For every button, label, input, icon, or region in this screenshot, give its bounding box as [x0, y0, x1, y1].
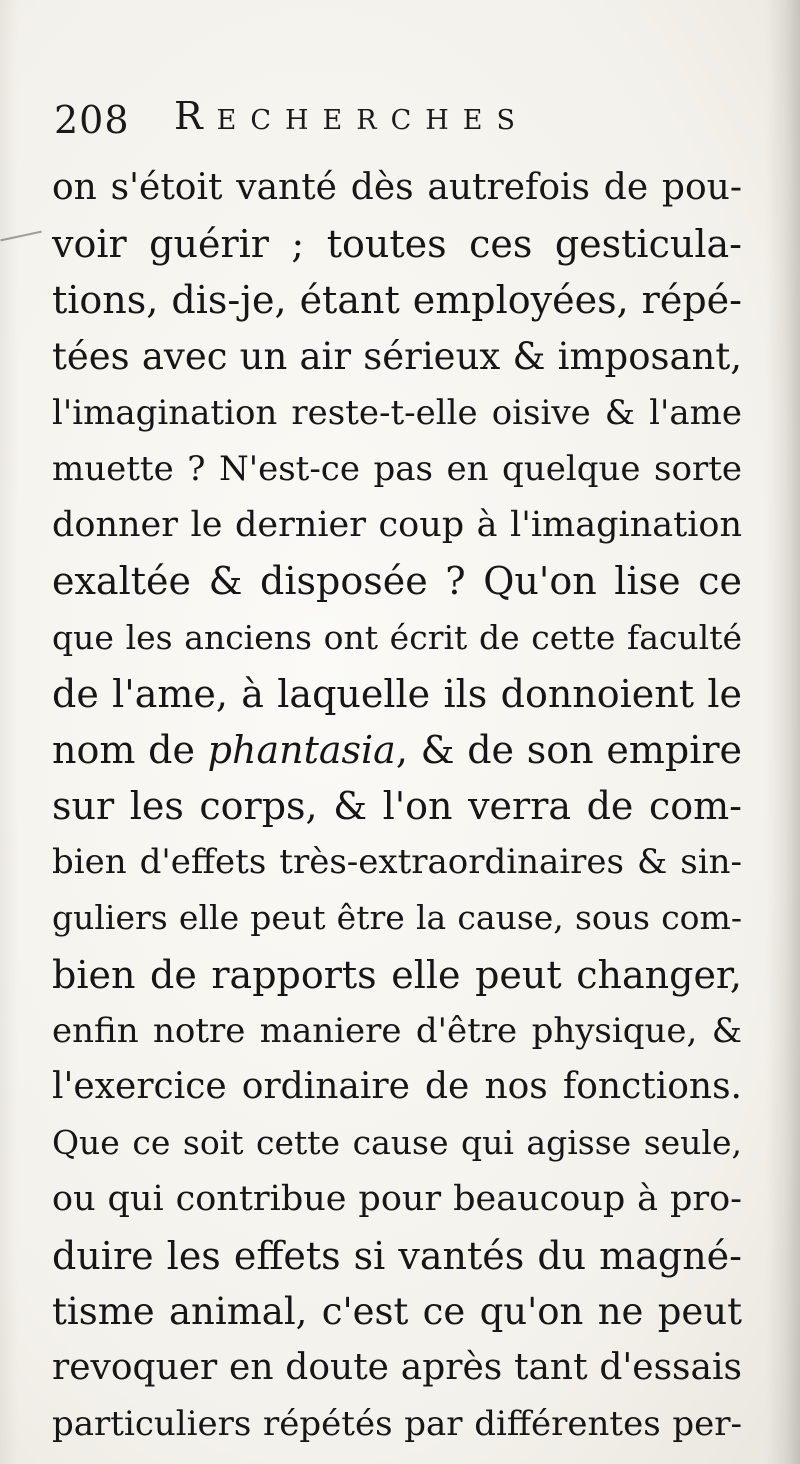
- page-right-shadow: [766, 0, 800, 1464]
- text-line: exaltée & disposée ? Qu'on lise ce: [52, 559, 742, 604]
- text-line: tions, dis-je, étant employées, répé-: [52, 278, 742, 323]
- page-header: [54, 94, 674, 154]
- text-line: voir guérir ; toutes ces gesticula-: [52, 222, 742, 267]
- text-line: bien d'effets très-extraordinaires & sin-: [52, 842, 742, 883]
- text-line: particuliers répétés par différentes per-: [52, 1404, 742, 1445]
- italic-word: phantasia: [207, 727, 396, 772]
- text-line: muette ? N'est-ce pas en quelque sorte: [52, 448, 742, 489]
- text-line-with-italic: [52, 722, 742, 778]
- text-line: sur les corps, & l'on verra de com-: [52, 784, 742, 829]
- text-fragment: nom de: [52, 727, 208, 772]
- text-line: que les anciens ont écrit de cette faculté: [52, 617, 742, 657]
- text-line: ou qui contribue pour beaucoup à pro-: [52, 1179, 742, 1220]
- text-line: Que ce soit cette cause qui agisse seule,: [52, 1123, 742, 1163]
- text-line: enfin notre maniere d'être physique, &: [52, 1010, 742, 1051]
- body-text: [52, 160, 742, 1452]
- running-head: Recherches: [174, 94, 529, 138]
- text-line: on s'étoit vanté dès autrefois de pou-: [52, 167, 742, 208]
- text-line: l'imagination reste-t-elle oisive & l'ame: [52, 392, 742, 433]
- text-line: de l'ame, à laquelle ils donnoient le: [52, 671, 742, 716]
- text-line: tisme animal, c'est ce qu'on ne peut: [52, 1289, 742, 1333]
- page-number: 208: [54, 98, 130, 142]
- text-line: revoquer en doute après tant d'essais: [52, 1346, 742, 1388]
- text-line: l'exercice ordinaire de nos fonctions.: [52, 1066, 742, 1107]
- text-line: tées avec un air sérieux & imposant,: [52, 334, 742, 378]
- text-line: guliers elle peut être la cause, sous com-: [52, 898, 742, 938]
- text-fragment: , & de son empire: [395, 727, 742, 772]
- text-line: bien de rapports elle peut changer,: [52, 952, 742, 997]
- text-line: duire les effets si vantés du magné-: [52, 1233, 742, 1278]
- text-line: donner le dernier coup à l'imagination: [52, 505, 742, 546]
- page-left-shadow: [0, 0, 18, 1464]
